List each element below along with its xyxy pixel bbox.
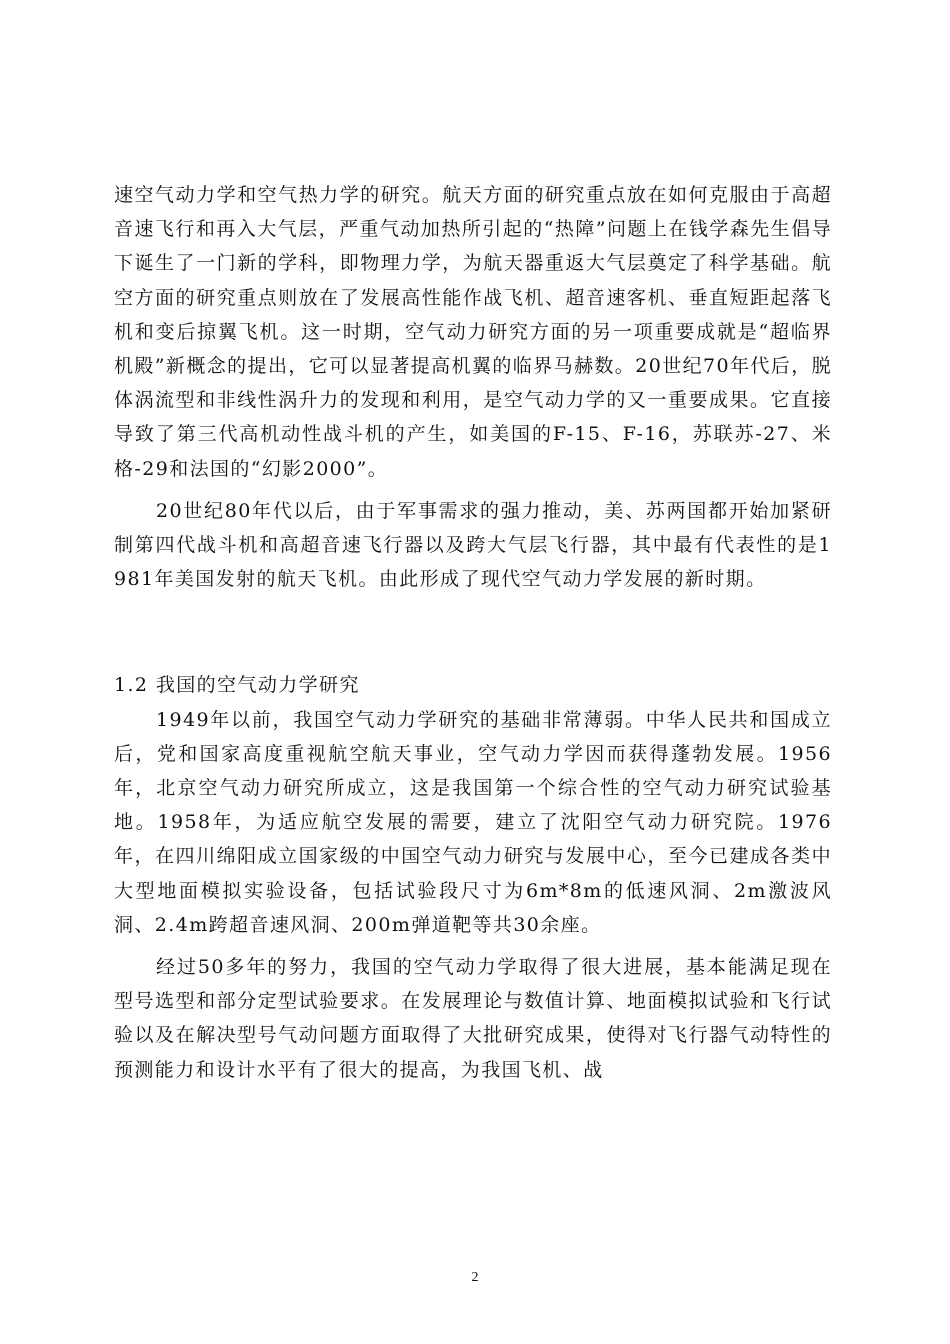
- page-body: [114, 178, 832, 1087]
- body-paragraph: 20世纪80年代以后，由于军事需求的强力推动，美、苏两国都开始加紧研制第四代战斗机和高超音速飞行器以及跨大气层飞行器，其中最有代表性的是1981年美国发射的航天飞机。由此形成了现代空气动力学发展的新时期。: [114, 499, 832, 591]
- body-paragraph: 1949年以前，我国空气动力学研究的基础非常薄弱。中华人民共和国成立后，党和国家高度重视航空航天事业，空气动力学因而获得蓬勃发展。1956年，北京空气动力研究所成立，这是我国第一个综合性的空气动力研究试验基地。1958年，为适应航空发展的需要，建立了沈阳空气动力研究院。1976年，在四川绵阳成立国家级的中国空气动力研究与发展中心，至今已建成各类中大型地面模拟实验设备，包括试验段尺寸为6m*8m的低速风洞、2m激波风洞、2.4m跨超音速风洞、200m弹道靶等共30余座。: [114, 708, 832, 936]
- body-paragraph: 速空气动力学和空气热力学的研究。航天方面的研究重点放在如何克服由于高超音速飞行和再入大气层，严重气动加热所引起的“热障”问题上在钱学森先生倡导下诞生了一门新的学科，即物理力学，为航天器重返大气层奠定了科学基础。航空方面的研究重点则放在了发展高性能作战飞机、超音速客机、垂直短距起落飞机和变后掠翼飞机。这一时期，空气动力研究方面的另一项重要成就是“超临界机殿”新概念的提出，它可以显著提高机翼的临界马赫数。20世纪70年代后，脱体涡流型和非线性涡升力的发现和利用，是空气动力学的又一重要成果。它直接导致了第三代高机动性战斗机的产生，如美国的F-15、F-16，苏联苏-27、米格-29和法国的“幻影2000”。: [114, 184, 832, 480]
- section-heading: 1.2 我国的空气动力学研究: [114, 674, 360, 697]
- page-number: 2: [471, 1270, 479, 1285]
- body-paragraph: 经过50多年的努力，我国的空气动力学取得了很大进展，基本能满足现在型号选型和部分定型试验要求。在发展理论与数值计算、地面模拟试验和飞行试验以及在解决型号气动问题方面取得了大批研究成果，使得对飞行器气动特性的预测能力和设计水平有了很大的提高，为我国飞机、战: [114, 956, 832, 1081]
